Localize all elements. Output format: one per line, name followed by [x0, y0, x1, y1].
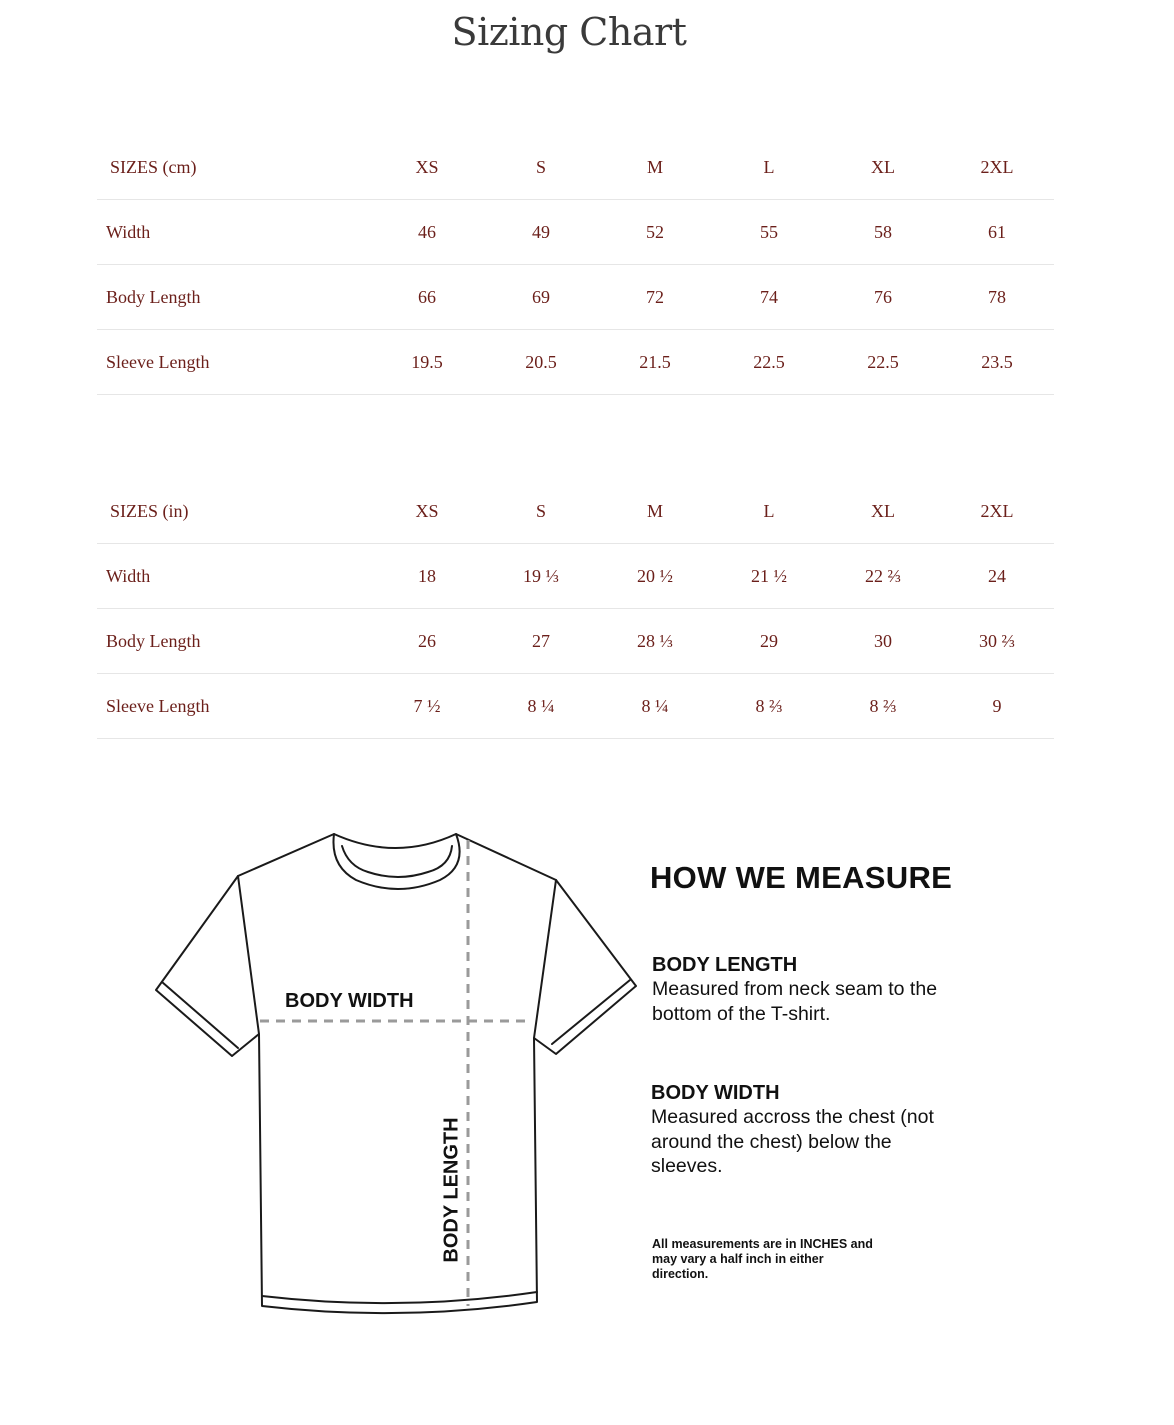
right-side-seam [534, 880, 556, 1038]
table-cell: 61 [940, 200, 1054, 265]
size-header-xs: XS [415, 500, 439, 521]
body-length-section [652, 953, 952, 1026]
table-cell: 69 [484, 265, 598, 330]
table-row [97, 200, 1054, 265]
table-cell: 8 ¼ [484, 674, 598, 739]
row-label: Width [97, 200, 370, 265]
shirt-bottom-hem [262, 1292, 537, 1303]
body-length-heading: BODY LENGTH [652, 954, 798, 976]
measurement-note: All measurements are in INCHES and may vary a half inch in either direction. [652, 1237, 873, 1281]
page-title: Sizing Chart [451, 10, 687, 54]
table-cell: 46 [370, 200, 484, 265]
table-cell: 74 [712, 265, 826, 330]
table-cell: 9 [940, 674, 1054, 739]
size-header-2xl: 2XL [980, 500, 1014, 521]
table-cell: 28 ⅓ [598, 609, 712, 674]
shirt-collar-outer [333, 834, 459, 889]
table-cell: 19.5 [370, 330, 484, 395]
size-header-m: M [646, 156, 663, 177]
table-cell: 7 ½ [370, 674, 484, 739]
table-row [97, 330, 1054, 395]
how-we-measure-heading: HOW WE MEASURE [650, 860, 953, 895]
table-cell: 8 ¼ [598, 674, 712, 739]
body-width-section [651, 1081, 951, 1179]
table-cell: 26 [370, 609, 484, 674]
table-cell: 29 [712, 609, 826, 674]
size-table-in [97, 479, 1054, 739]
body-length-description: Measured from neck seam to the bottom of the T-shirt. [652, 978, 938, 1025]
size-header-s: S [535, 156, 546, 177]
left-side-seam [238, 876, 259, 1034]
table-row [97, 544, 1054, 609]
table-cell: 24 [940, 544, 1054, 609]
table-cell: 21.5 [598, 330, 712, 395]
table-cell: 49 [484, 200, 598, 265]
size-header-l: L [763, 500, 775, 521]
size-header-m: M [646, 500, 663, 521]
right-sleeve-hem [552, 980, 630, 1044]
table-cell: 20.5 [484, 330, 598, 395]
table-cell: 66 [370, 265, 484, 330]
table-cell: 22 ⅔ [826, 544, 940, 609]
body-length-diagram-label: BODY LENGTH [440, 1117, 463, 1263]
table-cell: 21 ½ [712, 544, 826, 609]
row-label: Sleeve Length [97, 674, 370, 739]
table-cell: 55 [712, 200, 826, 265]
table-header-label: SIZES (in) [110, 500, 189, 521]
table-cell: 78 [940, 265, 1054, 330]
table-cell: 30 [826, 609, 940, 674]
table-cell: 22.5 [826, 330, 940, 395]
size-header-s: S [535, 500, 546, 521]
table-cell: 76 [826, 265, 940, 330]
body-width-diagram-label: BODY WIDTH [285, 990, 414, 1012]
table-cell: 27 [484, 609, 598, 674]
body-width-heading: BODY WIDTH [651, 1082, 780, 1104]
row-label: Width [97, 544, 370, 609]
table-cell: 20 ½ [598, 544, 712, 609]
shirt-collar-inner [342, 846, 452, 877]
row-label: Body Length [97, 265, 370, 330]
row-label: Body Length [97, 609, 370, 674]
size-header-l: L [763, 156, 775, 177]
left-sleeve-hem [162, 982, 238, 1048]
table-row [97, 609, 1054, 674]
table-cell: 52 [598, 200, 712, 265]
table-cell: 72 [598, 265, 712, 330]
table-cell: 58 [826, 200, 940, 265]
t-shirt-icon [150, 828, 642, 1328]
table-cell: 19 ⅓ [484, 544, 598, 609]
size-header-xl: XL [871, 500, 895, 521]
table-cell: 23.5 [940, 330, 1054, 395]
table-header-row [97, 135, 1054, 200]
row-label: Sleeve Length [97, 330, 370, 395]
shirt-body-outline [156, 834, 636, 1313]
table-cell: 18 [370, 544, 484, 609]
table-cell: 8 ⅔ [826, 674, 940, 739]
table-row [97, 674, 1054, 739]
body-width-description: Measured accross the chest (not around the chest) below the sleeves. [651, 1106, 934, 1177]
size-table-cm [97, 135, 1054, 395]
table-header-row [97, 479, 1054, 544]
table-header-label: SIZES (cm) [110, 156, 197, 177]
table-cell: 8 ⅔ [712, 674, 826, 739]
size-header-2xl: 2XL [980, 156, 1014, 177]
table-cell: 22.5 [712, 330, 826, 395]
size-header-xs: XS [415, 156, 439, 177]
size-header-xl: XL [871, 156, 895, 177]
table-cell: 30 ⅔ [940, 609, 1054, 674]
table-row [97, 265, 1054, 330]
